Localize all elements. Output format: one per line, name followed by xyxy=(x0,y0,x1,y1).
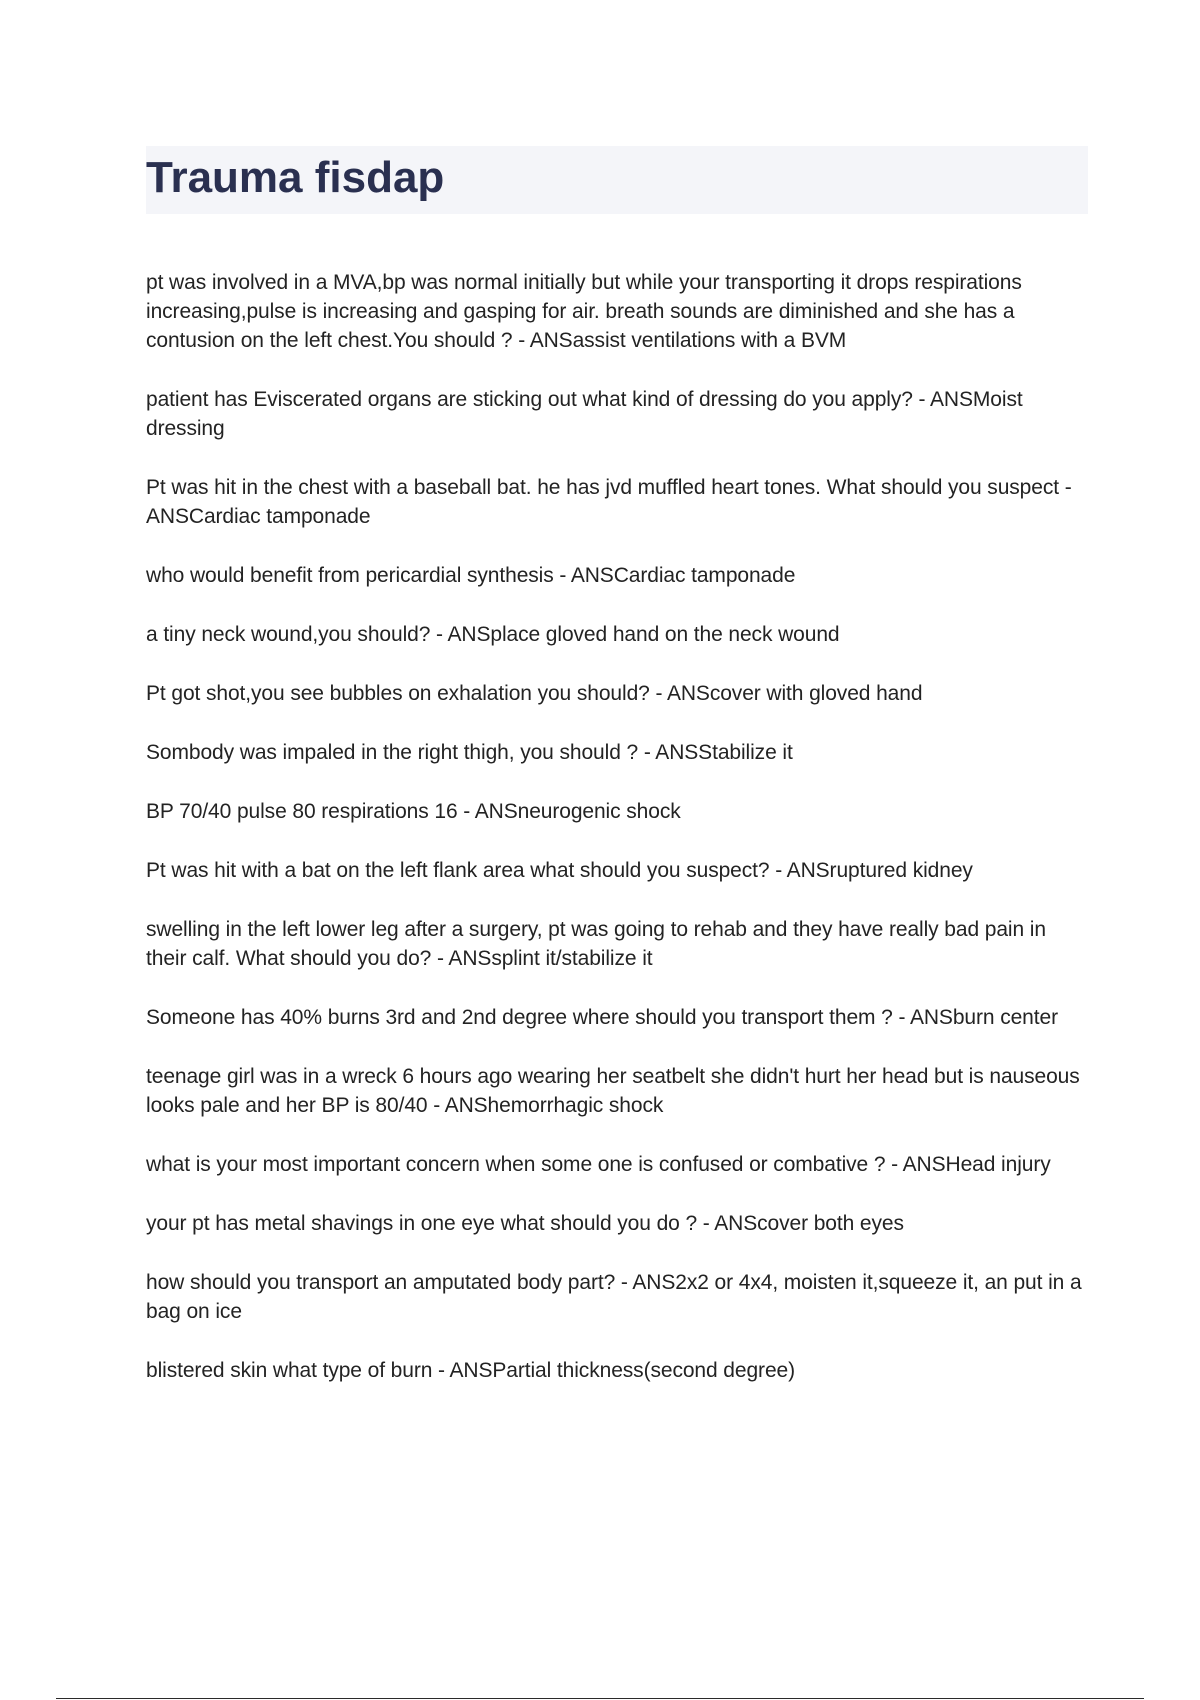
document-title: Trauma fisdap xyxy=(146,153,445,202)
qa-item: BP 70/40 pulse 80 respirations 16 - ANSneurogenic shock xyxy=(146,800,681,823)
qa-item: what is your most important concern when some one is confused or combative ? - ANSHead injury xyxy=(146,1153,1051,1176)
qa-item: who would benefit from pericardial synthesis - ANSCardiac tamponade xyxy=(146,564,796,587)
qa-item: a tiny neck wound,you should? - ANSplace gloved hand on the neck wound xyxy=(146,623,840,646)
qa-item: how should you transport an amputated body part? - ANS2x2 or 4x4, moisten it,squeeze it, an put in a bag on ice xyxy=(146,1271,1082,1323)
qa-item: pt was involved in a MVA,bp was normal initially but while your transporting it drops respirations increasing,pulse is increasing and gasping for air. breath sounds are diminished and she has a contusion on the left chest.You should ? - ANSassist ventilations with a BVM xyxy=(146,271,1022,352)
qa-item: teenage girl was in a wreck 6 hours ago wearing her seatbelt she didn't hurt her head but is nauseous looks pale and her BP is 80/40 - ANShemorrhagic shock xyxy=(146,1065,1080,1117)
qa-item: your pt has metal shavings in one eye what should you do ? - ANScover both eyes xyxy=(146,1212,904,1235)
qa-item: Pt was hit with a bat on the left flank area what should you suspect? - ANSruptured kidney xyxy=(146,859,973,882)
qa-item: Pt got shot,you see bubbles on exhalation you should? - ANScover with gloved hand xyxy=(146,682,923,705)
qa-item: Pt was hit in the chest with a baseball bat. he has jvd muffled heart tones. What should you suspect - ANSCardiac tamponade xyxy=(146,476,1072,528)
title-band xyxy=(146,146,1088,214)
qa-list xyxy=(146,268,1088,1415)
qa-item: swelling in the left lower leg after a surgery, pt was going to rehab and they have really bad pain in their calf. What should you do? - ANSsplint it/stabilize it xyxy=(146,918,1046,970)
qa-item: Sombody was impaled in the right thigh, you should ? - ANSStabilize it xyxy=(146,741,793,764)
footer-divider xyxy=(56,1698,1144,1699)
qa-item: Someone has 40% burns 3rd and 2nd degree where should you transport them ? - ANSburn center xyxy=(146,1006,1058,1029)
qa-item: patient has Eviscerated organs are sticking out what kind of dressing do you apply? - ANSMoist dressing xyxy=(146,388,1023,440)
qa-item: blistered skin what type of burn - ANSPartial thickness(second degree) xyxy=(146,1359,795,1382)
